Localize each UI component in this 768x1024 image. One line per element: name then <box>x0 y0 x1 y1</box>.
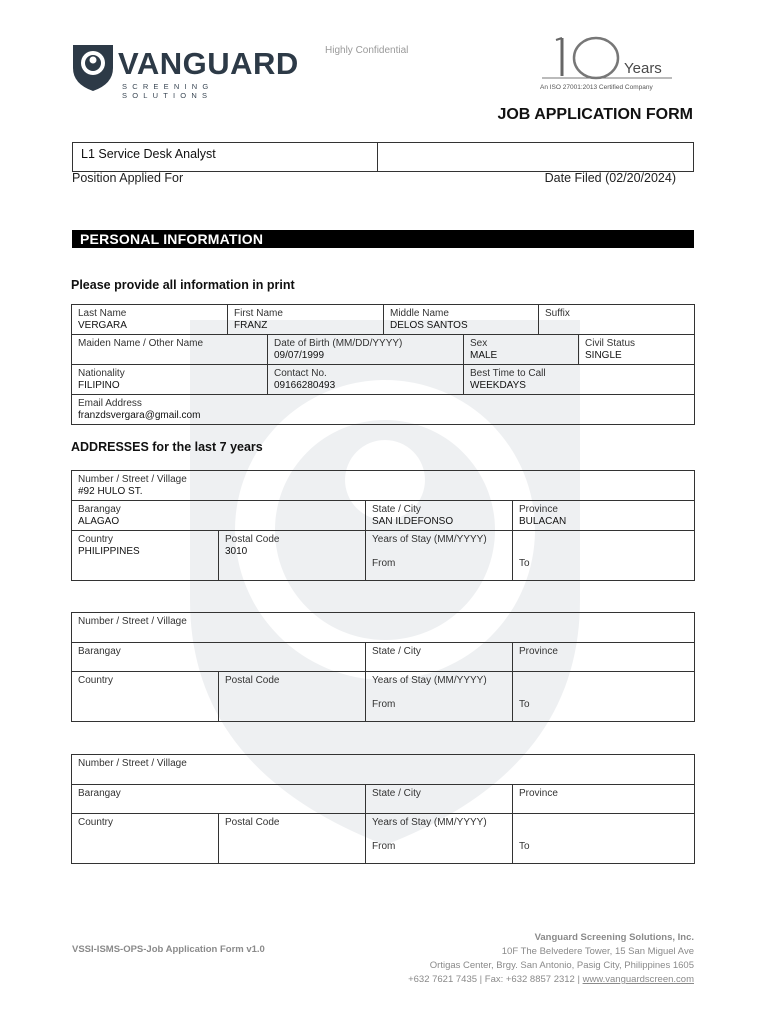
contact-label: Contact No. <box>274 368 327 379</box>
nationality-value: FILIPINO <box>78 380 120 391</box>
civil-status-value: SINGLE <box>585 350 622 361</box>
postal-cell[interactable] <box>219 672 366 722</box>
website-link[interactable]: www.vanguardscreen.com <box>582 974 694 985</box>
country-cell[interactable] <box>72 814 219 864</box>
nationality-label: Nationality <box>78 368 125 379</box>
street-value: #92 HULO ST. <box>78 486 143 497</box>
form-title: JOB APPLICATION FORM <box>497 106 693 123</box>
city-cell[interactable] <box>366 501 513 531</box>
street-cell[interactable] <box>72 471 695 501</box>
street-cell[interactable] <box>72 613 695 643</box>
city-label: State / City <box>372 788 421 799</box>
logo-wordmark: VANGUARD <box>118 46 299 81</box>
address-block <box>71 754 695 864</box>
print-instruction: Please provide all information in print <box>71 278 295 292</box>
years-text: Years <box>624 60 662 77</box>
stay-label: Years of Stay (MM/YYYY) <box>372 675 487 686</box>
best-time-value: WEEKDAYS <box>470 380 526 391</box>
address-block <box>71 612 695 722</box>
from-label: From <box>372 699 396 710</box>
sex-cell[interactable] <box>464 335 579 365</box>
barangay-cell[interactable] <box>72 785 366 814</box>
maiden-name-cell[interactable] <box>72 335 268 365</box>
postal-label: Postal Code <box>225 817 280 828</box>
stay-label: Years of Stay (MM/YYYY) <box>372 534 487 545</box>
address-line-2: Ortigas Center, Brgy. San Antonio, Pasig City, Philippines 1605 <box>429 960 694 971</box>
country-cell[interactable] <box>72 531 219 581</box>
country-value: PHILIPPINES <box>78 546 140 557</box>
city-label: State / City <box>372 504 421 515</box>
street-label: Number / Street / Village <box>78 758 187 769</box>
stay-from-cell[interactable] <box>366 531 513 581</box>
dob-cell[interactable] <box>268 335 464 365</box>
street-label: Number / Street / Village <box>78 616 187 627</box>
province-cell[interactable] <box>513 501 695 531</box>
iso-certification-note: An ISO 27001:2013 Certified Company <box>540 84 653 91</box>
section-title: PERSONAL INFORMATION <box>80 231 264 247</box>
document-code: VSSI-ISMS-OPS-Job Application Form v1.0 <box>72 944 265 955</box>
stay-from-cell[interactable] <box>366 814 513 864</box>
province-cell[interactable] <box>513 643 695 672</box>
province-label: Province <box>519 504 558 515</box>
last-name-value: VERGARA <box>78 320 127 331</box>
barangay-label: Barangay <box>78 504 121 515</box>
personal-info-row-details <box>71 334 695 425</box>
to-label: To <box>519 699 530 710</box>
address-line-1: 10F The Belvedere Tower, 15 San Miguel Ave <box>501 946 694 957</box>
nationality-cell[interactable] <box>72 365 268 395</box>
middle-name-label: Middle Name <box>390 308 449 319</box>
middle-name-value: DELOS SANTOS <box>390 320 468 331</box>
barangay-cell[interactable] <box>72 501 366 531</box>
country-label: Country <box>78 675 114 686</box>
to-label: To <box>519 558 530 569</box>
to-label: To <box>519 841 530 852</box>
email-label: Email Address <box>78 398 142 409</box>
province-value: BULACAN <box>519 516 567 527</box>
position-applied-value: L1 Service Desk Analyst <box>81 147 216 161</box>
postal-label: Postal Code <box>225 534 280 545</box>
dob-label: Date of Birth (MM/DD/YYYY) <box>274 338 403 349</box>
first-name-label: First Name <box>234 308 283 319</box>
personal-info-row-names <box>71 304 695 335</box>
address-block <box>71 470 695 581</box>
contact-cell[interactable] <box>268 365 464 395</box>
email-cell[interactable] <box>72 395 695 425</box>
city-value: SAN ILDEFONSO <box>372 516 454 527</box>
country-cell[interactable] <box>72 672 219 722</box>
from-label: From <box>372 558 396 569</box>
sex-value: MALE <box>470 350 498 361</box>
from-label: From <box>372 841 396 852</box>
last-name-cell[interactable] <box>72 305 228 335</box>
dob-value: 09/07/1999 <box>274 350 325 361</box>
barangay-label: Barangay <box>78 646 121 657</box>
personal-information-section-bar <box>72 230 694 248</box>
stay-from-cell[interactable] <box>366 672 513 722</box>
shield-logo-icon <box>70 42 116 92</box>
postal-cell[interactable] <box>219 531 366 581</box>
confidentiality-label: Highly Confidential <box>325 45 409 56</box>
first-name-cell[interactable] <box>228 305 384 335</box>
company-address-block <box>408 931 694 987</box>
street-cell[interactable] <box>72 755 695 785</box>
last-name-label: Last Name <box>78 308 127 319</box>
maiden-name-label: Maiden Name / Other Name <box>78 338 204 349</box>
addresses-heading: ADDRESSES for the last 7 years <box>71 440 263 454</box>
barangay-cell[interactable] <box>72 643 366 672</box>
postal-label: Postal Code <box>225 675 280 686</box>
country-label: Country <box>78 817 114 828</box>
street-label: Number / Street / Village <box>78 474 187 485</box>
city-cell[interactable] <box>366 643 513 672</box>
date-filed-label: Date Filed (02/20/2024) <box>544 171 676 185</box>
date-filed-field[interactable] <box>377 142 694 172</box>
phone-fax: +632 7621 7435 | Fax: +632 8857 2312 | <box>408 974 583 985</box>
city-cell[interactable] <box>366 785 513 814</box>
best-time-label: Best Time to Call <box>470 368 546 379</box>
logo-tagline: SCREENING SOLUTIONS <box>122 82 214 100</box>
best-time-cell[interactable] <box>464 365 695 395</box>
civil-status-label: Civil Status <box>585 338 636 349</box>
barangay-label: Barangay <box>78 788 121 799</box>
ten-years-badge <box>540 34 680 96</box>
vanguard-logo <box>70 42 299 100</box>
province-label: Province <box>519 646 558 657</box>
contact-line <box>408 973 694 987</box>
stay-to-cell[interactable] <box>513 814 695 864</box>
civil-status-cell[interactable] <box>579 335 695 365</box>
email-value: franzdsvergara@gmail.com <box>78 410 201 421</box>
company-name: Vanguard Screening Solutions, Inc. <box>534 932 694 943</box>
first-name-value: FRANZ <box>234 320 268 331</box>
suffix-cell[interactable] <box>539 305 695 335</box>
sex-label: Sex <box>470 338 488 349</box>
province-cell[interactable] <box>513 785 695 814</box>
barangay-value: ALAGAO <box>78 516 120 527</box>
position-applied-label: Position Applied For <box>72 171 184 185</box>
contact-value: 09166280493 <box>274 380 336 391</box>
country-label: Country <box>78 534 114 545</box>
stay-to-cell[interactable] <box>513 531 695 581</box>
stay-label: Years of Stay (MM/YYYY) <box>372 817 487 828</box>
postal-value: 3010 <box>225 546 248 557</box>
middle-name-cell[interactable] <box>384 305 539 335</box>
position-applied-field[interactable] <box>72 142 378 172</box>
suffix-label: Suffix <box>545 308 570 319</box>
stay-to-cell[interactable] <box>513 672 695 722</box>
postal-cell[interactable] <box>219 814 366 864</box>
city-label: State / City <box>372 646 421 657</box>
province-label: Province <box>519 788 558 799</box>
